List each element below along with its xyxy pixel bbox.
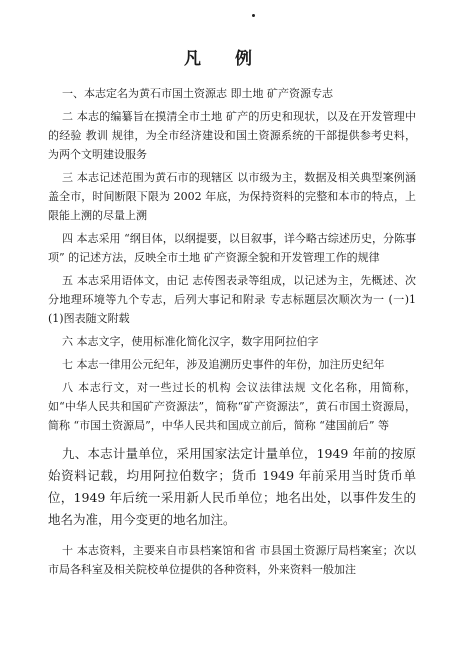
guideline-3: 三 本志记述范围为黄石市的现辖区 以市级为主，数据及相关典型案例涵盖全市，时间断限下限为 2002 年底，为保持资料的完整和本市的特点，上限能上溯的尽量上溯 [48,171,416,222]
page-title: 凡 例 [184,49,266,69]
guideline-6: 六 本志文字，使用标准化简化汉字，数字用阿拉伯字 [62,335,319,348]
guideline-10: 十 本志资料，主要来自市县档案馆和省 市县国土资源厅局档案室；次以市局各科室及相关院校单位提供的各种资料，外来资料一般加注 [48,544,416,576]
guideline-5: 五 本志采用语体文，由记 志传图表录等组成，以记述为主，先概述、次分地理环境等九个专志，后列大事记和附录 专志标题层次顺次为一 (一)1 (1)图表随文附载 [48,274,416,325]
page-mark [252,14,255,17]
guideline-1: 一、本志定名为黄石市国土资源志 即土地 矿产资源专志 [62,87,333,100]
guideline-2: 二 本志的编纂旨在摸清全市土地 矿产的历史和现状，以及在开发管理中的经验 教训 规律，为全市经济建设和国土资源系统的干部提供参考史料，为两个文明建设服务 [48,110,416,161]
guidelines-list [48,84,416,583]
guideline-8: 八 本志行文，对一些过长的机构 会议法律法规 文化名称，用简称，如“中华人民共和国矿产资源法”，简称“矿产资源法”，黄石市国土资源局，简称 “市国土资源局”，中华人民共和国成立前后，简称 “建国前后” 等 [48,381,416,432]
guideline-7: 七 本志一律用公元纪年，涉及追溯历史事件的年份，加注历史纪年 [62,358,385,371]
guideline-9: 九、本志计量单位，采用国家法定计量单位，1949 年前的按原始资料记载，均用阿拉伯数字；货币 1949 年前采用当时货币单位，1949 年后统一采用新人民币单位；地名出处，以事件发生的地名为准，用今变更的地名加注。 [48,446,416,527]
guideline-4: 四 本志采用 “纲目体，以纲提要，以目叙事，详今略古综述历史，分陈事项” 的记述方法，反映全市土地 矿产资源全貌和开发管理工作的规律 [48,232,416,264]
